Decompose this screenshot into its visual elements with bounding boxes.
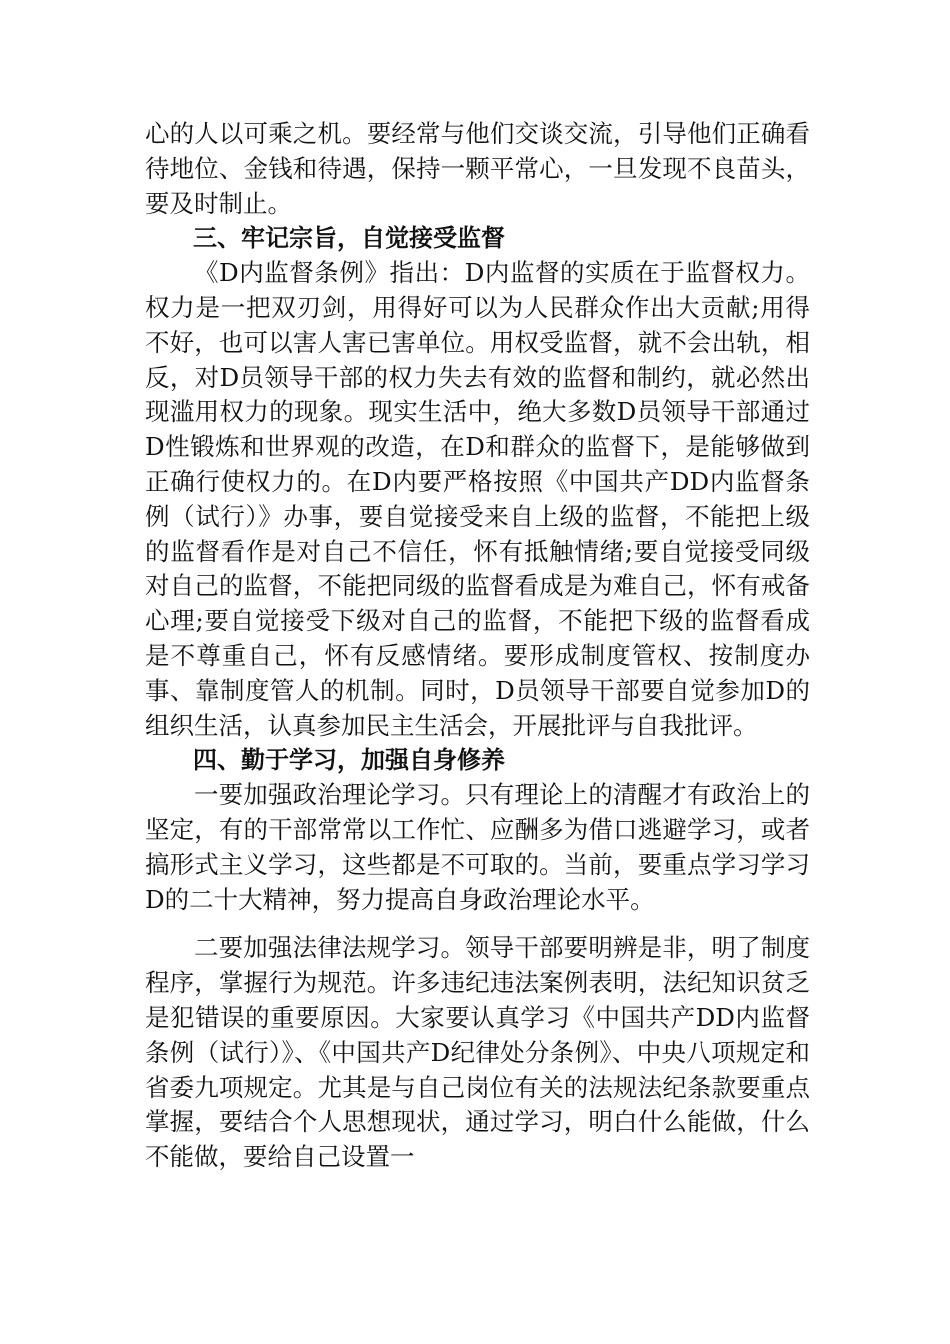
paragraph-continued: 心的人以可乘之机。要经常与他们交谈交流，引导他们正确看待地位、金钱和待遇，保持一颗平常心，一旦发现不良苗头，要及时制止。 [145,119,810,218]
section-heading-4: 四、勤于学习，加强自身修养 [193,746,505,775]
section-heading-3: 三、牢记宗旨，自觉接受监督 [193,224,505,253]
paragraph-law-study: 二要加强法律法规学习。领导干部要明辨是非，明了制度程序，掌握行为规范。许多违纪违法案例表明，法纪知识贫乏是犯错误的重要原因。大家要认真学习《中国共产DD内监督条例（试行）》、《中国共产D纪律处分条例》、中央八项规定和省委九项规定。尤其是与自己岗位有关的法规法纪条款要重点掌握，要结合个人思想现状，通过学习，明白什么能做，什么不能做，要给自己设置一 [145,933,810,1172]
document-page [145,117,810,1175]
paragraph-supervision: 《D内监督条例》指出：D内监督的实质在于监督权力。权力是一把双刃剑，用得好可以为人民群众作出大贡献;用得不好，也可以害人害已害单位。用权受监督，就不会出轨，相反，对D员领导干部的权力失去有效的监督和制约，就必然出现滥用权力的现象。现实生活中，绝大多数D员领导干部通过D性锻炼和世界观的改造，在D和群众的监督下，是能够做到正确行使权力的。在D内要严格按照《中国共产DD内监督条例（试行）》办事，要自觉接受来自上级的监督，不能把上级的监督看作是对自己不信任，怀有抵触情绪;要自觉接受同级对自己的监督，不能把同级的监督看成是为难自己，怀有戒备心理;要自觉接受下级对自己的监督，不能把下级的监督看成是不尊重自己，怀有反感情绪。要形成制度管权、按制度办事、靠制度管人的机制。同时，D员领导干部要自觉参加D的组织生活，认真参加民主生活会，开展批评与自我批评。 [145,258,810,740]
paragraph-political-study: 一要加强政治理论学习。只有理论上的清醒才有政治上的坚定，有的干部常常以工作忙、应酬多为借口逃避学习，或者搞形式主义学习，这些都是不可取的。当前，要重点学习学习D的二十大精神，努力提高自身政治理论水平。 [145,780,810,914]
